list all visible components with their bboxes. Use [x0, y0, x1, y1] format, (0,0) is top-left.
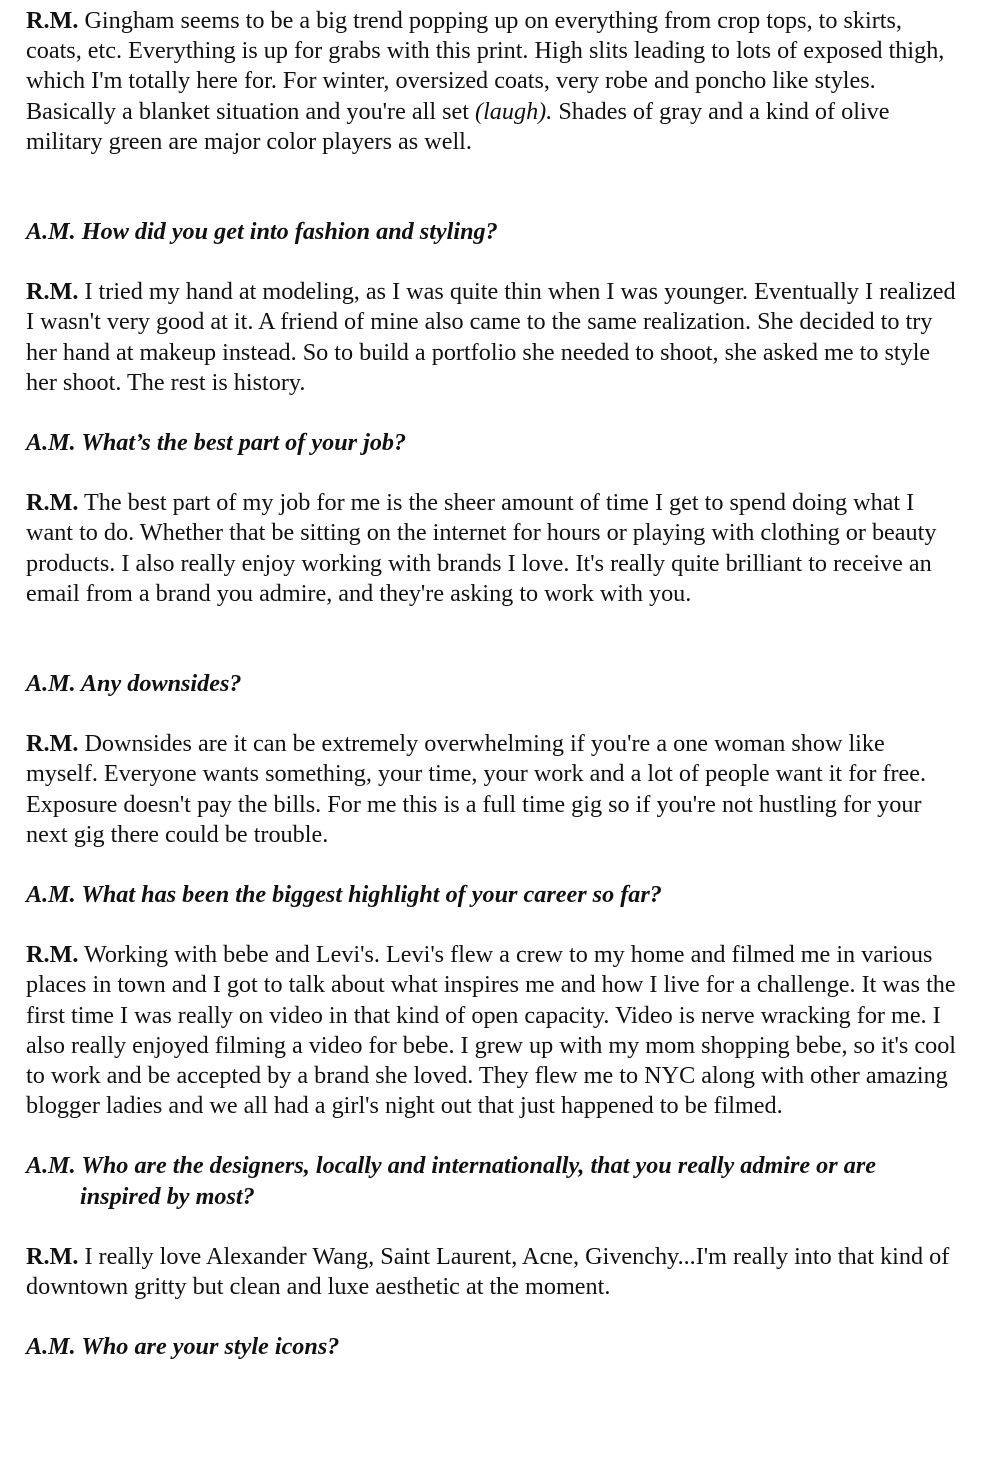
- answer-paragraph: [26, 1242, 956, 1302]
- question-text: What’s the best part of your job?: [75, 429, 407, 457]
- speaker-label: A.M.: [26, 670, 76, 698]
- answer-text: The best part of my job for me is the sheer amount of time I get to spend doing what I want to do. Whether that be sitting on the internet for hours or playing with clothing or beauty products. I also really enjoy working with brands I love. It's really quite brilliant to receive an email from a brand you admire, and they're asking to work with you.: [26, 489, 937, 607]
- answer-paragraph: [26, 940, 956, 1121]
- spacer: [26, 1121, 956, 1151]
- spacer: [26, 1212, 956, 1242]
- answer-text: Working with bebe and Levi's. Levi's flew a crew to my home and filmed me in various places in town and I got to talk about what inspires me and how I live for a challenge. It was the first time I was really on video in that kind of open capacity. Video is nerve wracking for me. I also really enjoyed filming a video for bebe. I grew up with my mom shopping bebe, so it's cool to work and be accepted by a brand she loved. They flew me to NYC along with other amazing blogger ladies and we all had a girl's night out that just happened to be filmed.: [26, 941, 957, 1120]
- speaker-label: R.M.: [26, 489, 79, 517]
- speaker-label: R.M.: [26, 730, 79, 758]
- answer-text: I really love Alexander Wang, Saint Laurent, Acne, Givenchy...I'm really into that kind of downtown gritty but clean and luxe aesthetic at the moment.: [26, 1242, 950, 1301]
- spacer: [26, 157, 956, 217]
- question-text: Who are your style icons?: [75, 1333, 340, 1361]
- speaker-label: A.M.: [26, 1152, 76, 1180]
- answer-text: Shades of gray and a kind of olive military green are major color players as well.: [26, 97, 890, 155]
- answer-paragraph: [26, 488, 956, 609]
- speaker-label: R.M.: [26, 278, 79, 306]
- spacer: [26, 609, 956, 669]
- speaker-label: A.M.: [26, 881, 76, 909]
- answer-text: Downsides are it can be extremely overwhelming if you're a one woman show like myself. Everyone wants something, your time, your work and a lot of people want it for free. Exposure doesn't pay the bills. For me this is a full time gig so if you're not hustling for your next gig there could be trouble.: [26, 730, 927, 848]
- question-text: How did you get into fashion and styling?: [75, 218, 498, 246]
- answer-text: I tried my hand at modeling, as I was quite thin when I was younger. Eventually I realized I wasn't very good at it. A friend of mine also came to the same realization. She decided to try her hand at makeup instead. So to build a portfolio she needed to shoot, she asked me to style her shoot. The rest is history.: [26, 278, 956, 396]
- answer-paragraph: [26, 729, 956, 850]
- question-text: Any downsides?: [75, 670, 242, 698]
- speaker-label: R.M.: [26, 941, 79, 969]
- speaker-label: A.M.: [26, 1333, 76, 1361]
- question-paragraph: [26, 217, 956, 247]
- question-paragraph: [26, 1332, 956, 1362]
- answer-paragraph: [26, 6, 956, 157]
- aside-laugh: (laugh).: [475, 97, 553, 125]
- interview-page: [26, 6, 956, 1363]
- answer-text: Gingham seems to be a big trend popping up on everything from crop tops, to skirts, coats, etc. Everything is up for grabs with this print. High slits leading to lots of exposed thigh, which I'm totally here for. For winter, oversized coats, very robe and poncho like styles. Basically a blanket situation and you're all set: [26, 7, 945, 125]
- spacer: [26, 1302, 956, 1332]
- speaker-label: A.M.: [26, 218, 76, 246]
- question-paragraph: [26, 669, 956, 699]
- speaker-label: R.M.: [26, 1242, 79, 1270]
- spacer: [26, 910, 956, 940]
- speaker-label: A.M.: [26, 429, 76, 457]
- answer-paragraph: [26, 277, 956, 398]
- question-paragraph: [26, 880, 956, 910]
- spacer: [26, 850, 956, 880]
- speaker-label: R.M.: [26, 7, 79, 34]
- question-paragraph: [26, 428, 956, 458]
- spacer: [26, 699, 956, 729]
- question-paragraph: [26, 1151, 956, 1211]
- spacer: [26, 247, 956, 277]
- question-text: What has been the biggest highlight of your career so far?: [75, 881, 662, 909]
- spacer: [26, 458, 956, 488]
- question-text: Who are the designers, locally and internationally, that you really admire or are inspired by most?: [75, 1152, 876, 1210]
- spacer: [26, 398, 956, 428]
